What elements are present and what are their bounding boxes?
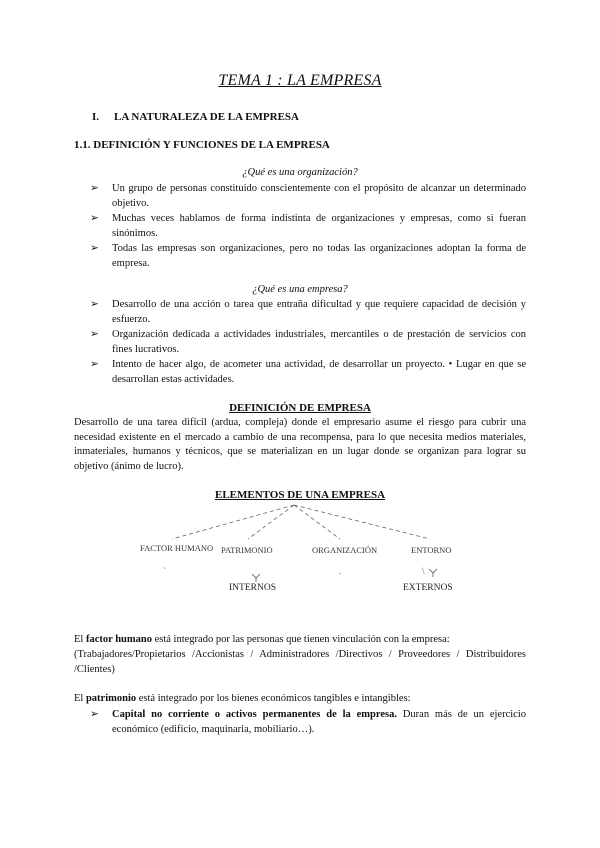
list-item xyxy=(90,242,526,271)
question-empresa: ¿Qué es una empresa? xyxy=(252,284,348,295)
bullet-text: Intento de hacer algo, de acometer una actividad, de desarrollar un proyecto. • Lugar en que se desarrollan estas actividades. xyxy=(112,359,526,385)
factor-prefix: El xyxy=(74,634,86,645)
tick-mark: \ xyxy=(422,566,425,576)
node-patrimonio: PATRIMONIO xyxy=(221,545,273,555)
arrow-bullet-icon: ➢ xyxy=(90,709,99,720)
list-item xyxy=(90,212,526,241)
bullet-text: Un grupo de personas constituido conscientemente con el propósito de alcanzar un determinado objetivo. xyxy=(112,183,526,209)
factor-humano-paragraph xyxy=(74,633,526,648)
bullet-text: Todas las empresas son organizaciones, pero no todas las organizaciones adoptan la forma de empresa. xyxy=(112,243,526,269)
subsection-heading: 1.1. DEFINICIÓN Y FUNCIONES DE LA EMPRESA xyxy=(74,139,330,151)
patrimonio-paragraph xyxy=(74,692,526,707)
factor-rest: está integrado por las personas que tienen vinculación con la empresa: xyxy=(151,634,450,645)
definicion-heading: DEFINICIÓN DE EMPRESA xyxy=(229,402,371,414)
list-item xyxy=(90,298,526,327)
list-item xyxy=(90,358,526,387)
connector-line xyxy=(248,505,294,539)
group-internos: INTERNOS xyxy=(229,583,276,593)
bullet-text: Organización dedicada a actividades industriales, mercantiles o de prestación de servicios con fines lucrativos. xyxy=(112,329,526,355)
bullet-list-patrimonio xyxy=(90,708,526,738)
section-number: I. xyxy=(92,111,100,123)
node-organizacion: ORGANIZACIÓN xyxy=(312,545,378,555)
node-factor-humano: FACTOR HUMANO xyxy=(140,543,214,553)
elementos-heading: ELEMENTOS DE UNA EMPRESA xyxy=(214,489,386,501)
list-item xyxy=(90,182,526,211)
arrow-bullet-icon: ➢ xyxy=(90,359,99,370)
connector-line xyxy=(172,505,294,539)
arrow-bullet-icon: ➢ xyxy=(90,183,99,194)
arrow-bullet-icon: ➢ xyxy=(90,329,99,340)
bullet-text: Duran más de un ejercicio económico (edificio, maquinaria, mobiliario…). xyxy=(112,709,526,735)
connector-y xyxy=(252,574,260,582)
bullet-list-empresa xyxy=(90,298,526,388)
arrow-bullet-icon: ➢ xyxy=(90,243,99,254)
arrow-bullet-icon: ➢ xyxy=(90,213,99,224)
section-heading xyxy=(92,111,299,123)
factor-humano-list: (Trabajadores/Propietarios /Accionistas / Administradores /Directivos / Proveedores / Distribuidores /Clientes) xyxy=(74,649,526,675)
connector-line xyxy=(294,505,430,539)
tick-mark: ` xyxy=(163,566,166,576)
bullet-text: Desarrollo de una acción o tarea que entraña dificultad y que requiere capacidad de decisión y esfuerzo. xyxy=(112,299,526,325)
connector-line xyxy=(294,505,340,539)
tick-mark: . xyxy=(339,566,342,576)
patrimonio-prefix: El xyxy=(74,693,86,704)
factor-term: factor humano xyxy=(85,634,152,645)
patrimonio-term: patrimonio xyxy=(85,693,137,704)
page-title: TEMA 1 : LA EMPRESA xyxy=(218,72,382,89)
bullet-text: Muchas veces hablamos de forma indistinta de organizaciones y empresas, como si fueran sinónimos. xyxy=(112,213,526,239)
question-organizacion: ¿Qué es una organización? xyxy=(242,167,358,178)
section-label: LA NATURALEZA DE LA EMPRESA xyxy=(114,111,299,123)
bullet-list-organizacion xyxy=(90,182,526,272)
definicion-paragraph: Desarrollo de una tarea difícil (ardua, compleja) donde el empresario asume el riesgo para cubrir una necesidad existente en el mercado a cambio de una recompensa, para lo que necesita medios materiales, inmateriales, humanos y técnicos, que se materializan en un lugar donde se organizan para lograr su objetivo (ánimo de lucro). xyxy=(74,417,526,472)
bullet-bold: Capital no corriente o activos permanentes de la empresa. xyxy=(112,709,397,720)
list-item xyxy=(90,708,526,737)
arrow-bullet-icon: ➢ xyxy=(90,299,99,310)
group-externos: EXTERNOS xyxy=(403,583,453,593)
elementos-diagram xyxy=(0,500,600,600)
patrimonio-rest: está integrado por los bienes económicos tangibles e intangibles: xyxy=(136,693,411,704)
list-item xyxy=(90,328,526,357)
node-entorno: ENTORNO xyxy=(411,545,452,555)
connector-y xyxy=(429,569,437,577)
